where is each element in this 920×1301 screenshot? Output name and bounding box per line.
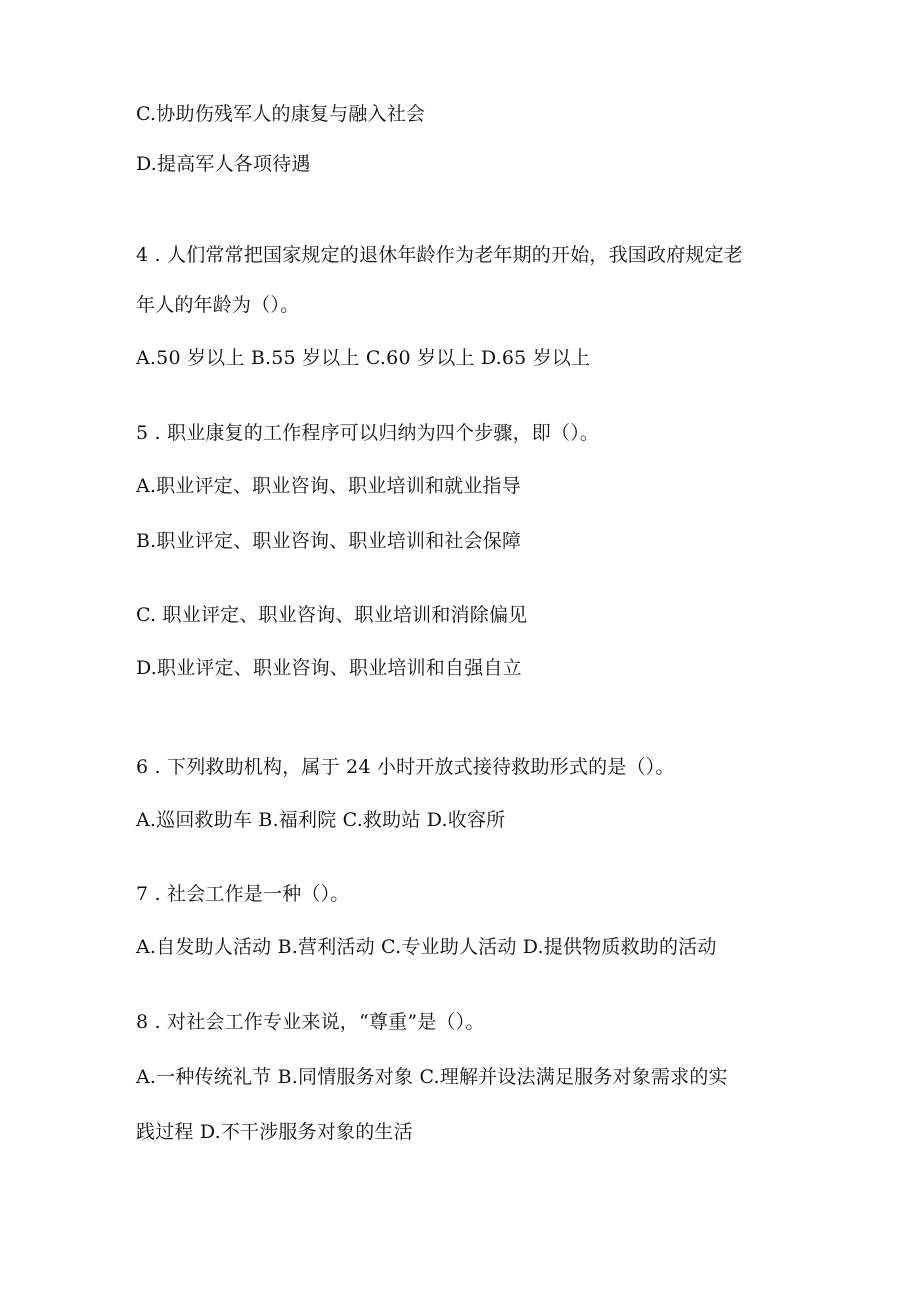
q4-options: A.50 岁以上 B.55 岁以上 C.60 岁以上 D.65 岁以上 xyxy=(136,347,591,369)
q5-option-a: A.职业评定、职业咨询、职业培训和就业指导 xyxy=(136,475,521,497)
q7-stem: 7 . 社会工作是一种（）。 xyxy=(136,883,350,905)
q6-options: A.巡回救助车 B.福利院 C.救助站 D.收容所 xyxy=(136,809,506,831)
q4-stem-line-1: 4 . 人们常常把国家规定的退休年龄作为老年期的开始，我国政府规定老 xyxy=(136,244,744,266)
q5-stem: 5 . 职业康复的工作程序可以归纳为四个步骤，即（）。 xyxy=(136,422,600,444)
q5-option-c: C. 职业评定、职业咨询、职业培训和消除偏见 xyxy=(136,604,528,626)
q8-options-line-1: A.一种传统礼节 B.同情服务对象 C.理解并设法满足服务对象需求的实 xyxy=(136,1066,728,1088)
q5-option-b: B.职业评定、职业咨询、职业培训和社会保障 xyxy=(136,530,522,552)
q8-options-line-2: 践过程 D.不干涉服务对象的生活 xyxy=(136,1121,413,1143)
q3-option-d: D.提高军人各项待遇 xyxy=(136,153,311,175)
q6-stem: 6 . 下列救助机构，属于 24 小时开放式接待救助形式的是（）。 xyxy=(136,756,675,778)
q8-stem: 8 . 对社会工作专业来说，“尊重”是（）。 xyxy=(136,1011,485,1033)
q5-option-d: D.职业评定、职业咨询、职业培训和自强自立 xyxy=(136,657,522,679)
q3-option-c: C.协助伤残军人的康复与融入社会 xyxy=(136,103,426,125)
q7-options: A.自发助人活动 B.营利活动 C.专业助人活动 D.提供物质救助的活动 xyxy=(136,936,717,958)
q4-stem-line-2: 年人的年龄为（）。 xyxy=(136,294,300,316)
